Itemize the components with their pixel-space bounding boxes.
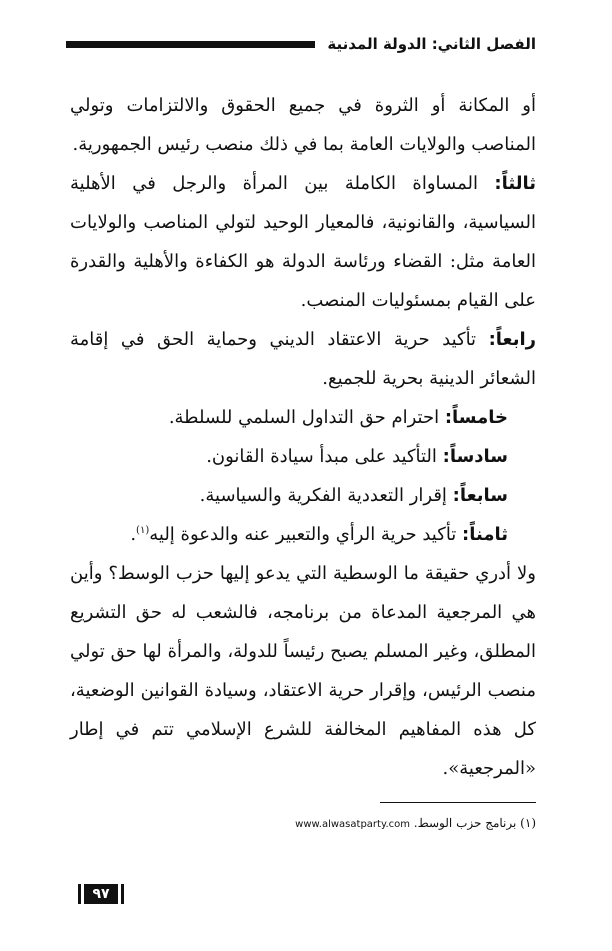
item-eighth-lead: ثامناً: <box>462 524 508 545</box>
item-seventh <box>70 476 536 515</box>
item-fifth <box>70 398 536 437</box>
footnote-url: www.alwasatparty.com <box>295 819 410 830</box>
footnote-reference: (١) <box>136 525 150 536</box>
item-fifth-lead: خامساً: <box>444 407 508 428</box>
item-fourth-lead: رابعاً: <box>488 329 536 350</box>
item-eighth <box>70 515 536 554</box>
item-third-text: المساواة الكاملة بين المرأة والرجل في الأهلية السياسية، والقانونية، فالمعيار الوحيد لتولي المناصب والولايات العامة مثل: القضاء ورئاسة الدولة هو الكفاءة والأهلية والقدرة على القيام بمسئوليات المنصب. <box>70 173 536 311</box>
paragraph-continuation: أو المكانة أو الثروة في جميع الحقوق والالتزامات وتولي المناصب والولايات العامة بما في ذلك منصب رئيس الجمهورية. <box>70 95 536 155</box>
page-number-bar-left <box>78 884 81 904</box>
chapter-title: الفصل الثاني: الدولة المدنية <box>327 35 536 53</box>
footnote-marker: (١) <box>520 816 536 830</box>
header-rule <box>66 41 315 48</box>
running-header <box>66 30 536 58</box>
item-sixth-lead: سادساً: <box>442 446 508 467</box>
page-number-block <box>78 884 124 904</box>
paragraph-conclusion: ولا أدري حقيقة ما الوسطية التي يدعو إليها حزب الوسط؟ وأين هي المرجعية المدعاة من برنامجه، فالشعب له حق التشريع المطلق، وغير المسلم يصبح رئيساً للدولة، والمرأة لها حق تولي منصب الرئيس، وإقرار حرية الاعتقاد، وسيادة القوانين الوضعية، كل هذه المفاهيم المخالفة للشرع الإسلامي تتم في إطار «المرجعية». <box>70 563 536 779</box>
item-third-lead: ثالثاً: <box>494 173 536 194</box>
footnote-text: برنامج حزب الوسط. <box>409 816 521 830</box>
body-text <box>70 86 536 788</box>
item-fifth-text: احترام حق التداول السلمي للسلطة. <box>168 407 445 428</box>
footnote-rule <box>380 802 536 803</box>
page-number: ٩٧ <box>84 884 118 904</box>
item-fourth <box>70 320 536 398</box>
item-eighth-end: . <box>130 524 137 545</box>
footnote <box>70 813 536 835</box>
item-sixth <box>70 437 536 476</box>
item-third <box>70 164 536 320</box>
item-eighth-text: تأكيد حرية الرأي والتعبير عنه والدعوة إليه <box>149 524 463 545</box>
item-fourth-text: تأكيد حرية الاعتقاد الديني وحماية الحق في إقامة الشعائر الدينية بحرية للجميع. <box>70 329 536 389</box>
item-seventh-text: إقرار التعددية الفكرية والسياسية. <box>199 485 453 506</box>
page-number-bar-right <box>121 884 124 904</box>
item-seventh-lead: سابعاً: <box>452 485 508 506</box>
item-sixth-text: التأكيد على مبدأ سيادة القانون. <box>206 446 443 467</box>
